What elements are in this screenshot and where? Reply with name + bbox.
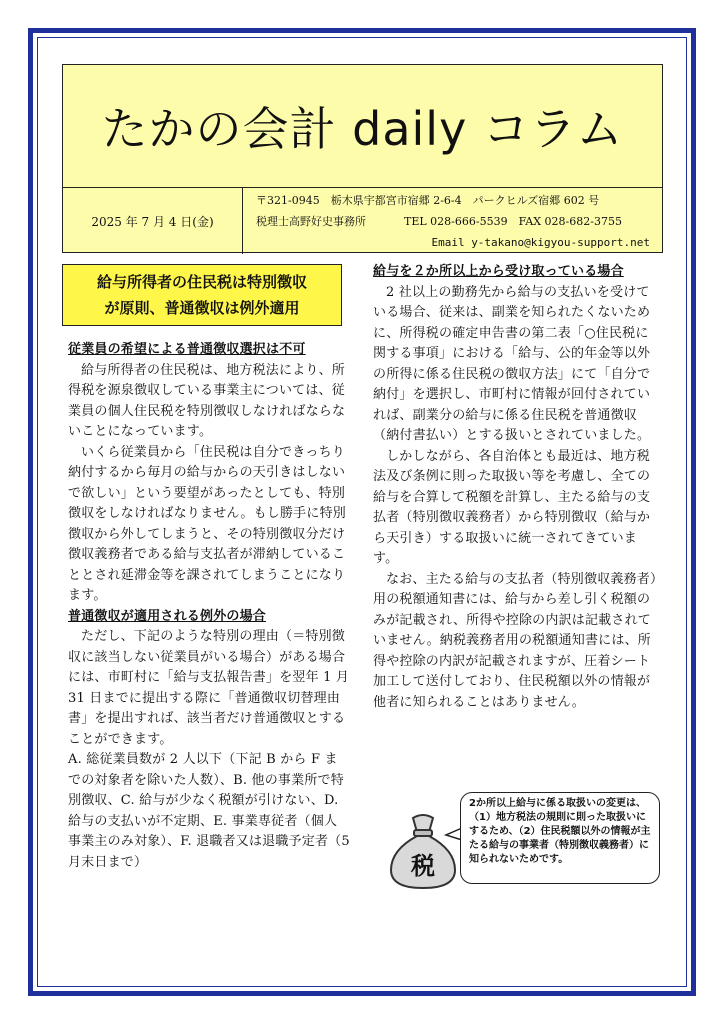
masthead	[62, 64, 663, 253]
section-heading: 普通徴収が適用される例外の場合	[68, 608, 267, 624]
section-heading: 従業員の希望による普通徴収選択は不可	[68, 342, 306, 357]
office-line	[256, 211, 664, 232]
paragraph: なお、主たる給与の支払者（特別徴収義務者）用の税額通知書には、給与から差し引く税額のみが記載され、所得や控除の内訳は記載されていません。納税義務者用の税額通知書には、所得や控除の内訳が記載されますが、圧着シート加工して送付しており、住民税額以外の情報が他者に知られることはありません。	[373, 571, 657, 710]
tax-bag-label: 税	[411, 852, 435, 880]
left-column	[68, 340, 350, 873]
headline-line-2: が原則、普通徴収は例外適用	[104, 299, 300, 317]
column-title: たかの会計 daily コラム	[63, 65, 662, 188]
article-headline	[62, 264, 342, 326]
headline-line-1: 給与所得者の住民税は特別徴収	[96, 273, 307, 291]
paragraph: ただし、下記のような特別の理由（＝特別徴収に該当しない従業員がいる場合）がある場合には、市町村に「給与支払報告書」を翌年 1 月 31 日までに提出する際に「普通徴収切替理由書」を提出すれば、該当者だけ普通徴収とすることができます。	[68, 629, 350, 747]
tax-bag-icon	[383, 810, 463, 892]
paragraph: しかしながら、各自治体とも最近は、地方税法及び条例に則った取扱い等を考慮し、全ての給与を合算して税額を計算し、主たる給与の支払者（特別徴収義務者）から特別徴収（給与から天引き）する取扱いに統一されてきています。	[373, 448, 651, 566]
paragraph: 2 社以上の勤務先から給与の支払いを受けている場合、従来は、副業を知られたくないために、所得税の確定申告書の第二表「○住民税に関する事項」における「給与、公的年金等以外の所得に係る住民税の徴収方法」にて「自分で納付」を選択し、市町村に情報が回付されていれば、副業分の給与に係る住民税を普通徴収（納付書払い）とする扱いとされていました。	[373, 284, 651, 443]
paragraph: いくら従業員から「住民税は自分できっちり納付するから毎月の給与からの天引きはしないで欲しい」という要望があったとしても、特別徴収をしなければなりません。もし勝手に特別徴収から外してしまうと、その特別徴収分だけ徴収義務者である給与支払者が滞納していることとされ延滞金等を課されてしまうことになります。	[68, 444, 346, 603]
paragraph: 給与所得者の住民税は、地方税法により、所得税を源泉徴収している事業主については、従業員の個人住民税を特別徴収しなければならないことになっています。	[68, 362, 346, 439]
office-contact	[244, 188, 664, 254]
office-address: 〒321-0945 栃木県宇都宮市宿郷 2-6-4 パークヒルズ宿郷 602 号	[256, 194, 600, 207]
office-email: Email y-takano@kigyou-support.net	[431, 236, 650, 249]
exception-list: A. 総従業員数が 2 人以下（下記 B から F までの対象者を除いた人数）、B. 他の事業所で特別徴収、C. 給与が少なく税額が引けない、D. 給与の支払いが不定期、E. 事業専従者（個人事業主のみ対象）、F. 退職者又は退職予定者（5 月末日まで）	[68, 752, 350, 870]
callout-bubble: 2か所以上給与に係る取扱いの変更は、（1）地方税法の規則に則った取扱いにするため、（2）住民税額以外の情報が主たる給与の事業者（特別徴収義務者）に知られないためです。	[460, 792, 660, 884]
section-heading: 給与を２か所以上から受け取っている場合	[373, 264, 624, 279]
issue-date: 2025 年 7 月 4 日(金)	[63, 188, 243, 254]
office-phone-fax: TEL 028-666-5539 FAX 028-682-3755	[404, 215, 622, 228]
office-name: 税理士高野好史事務所	[256, 215, 366, 228]
right-column	[373, 262, 661, 713]
